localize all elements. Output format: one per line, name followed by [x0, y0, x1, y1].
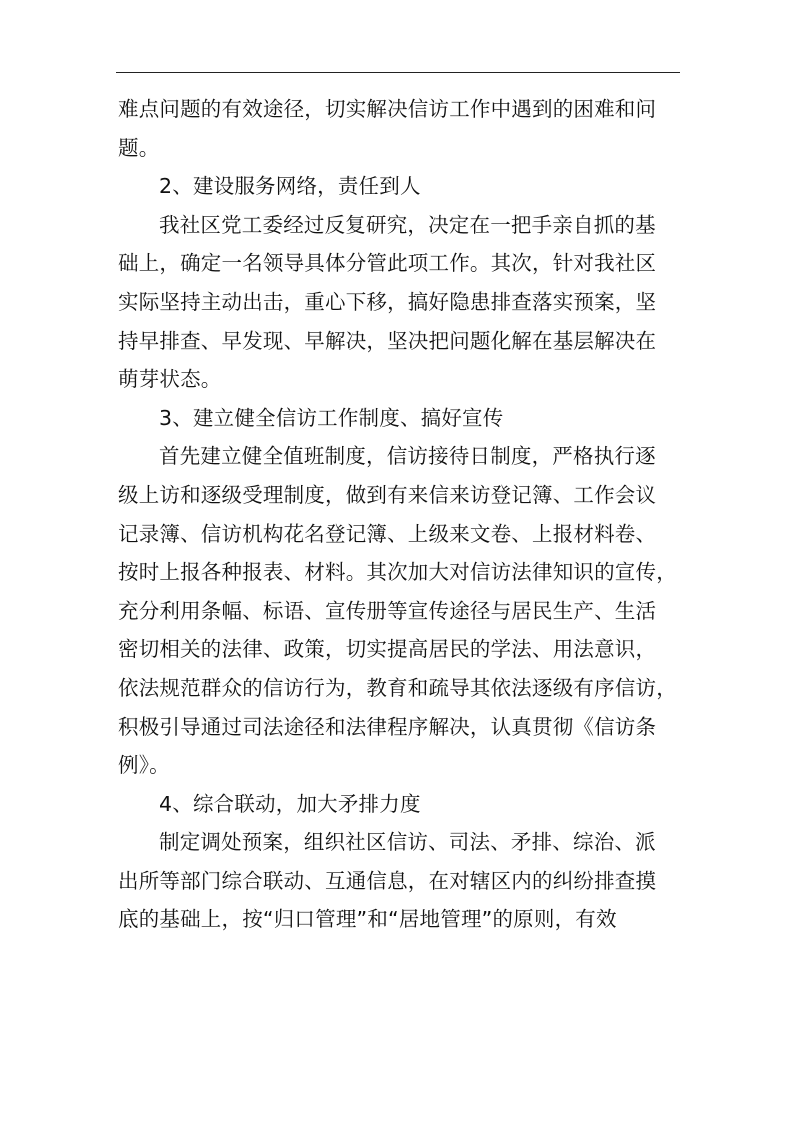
- paragraph-line: 底的基础上，按“归口管理”和“居地管理”的原则，有效: [118, 907, 617, 932]
- paragraph-line: 题。: [118, 135, 160, 160]
- paragraph-line: 例》。: [118, 753, 170, 778]
- paragraph-line: 我社区党工委经过反复研究，决定在一把手亲自抓的基: [159, 212, 656, 237]
- paragraph-line: 按时上报各种报表、材料。其次加大对信访法律知识的宣传，: [118, 560, 677, 585]
- section-heading-4: 4、综合联动，加大矛排力度: [159, 791, 421, 816]
- section-heading-2: 2、建设服务网络，责任到人: [159, 174, 421, 199]
- paragraph-line: 萌芽状态。: [118, 367, 222, 392]
- paragraph-line: 充分利用条幅、标语、宣传册等宣传途径与居民生产、生活: [118, 598, 657, 623]
- paragraph-line: 出所等部门综合联动、互通信息，在对辖区内的纠纷排查摸: [118, 868, 657, 893]
- paragraph-line: 持早排查、早发现、早解决，坚决把问题化解在基层解决在: [118, 328, 657, 353]
- paragraph-line: 依法规范群众的信访行为，教育和疏导其依法逐级有序信访，: [118, 675, 677, 700]
- paragraph-line: 密切相关的法律、政策，切实提高居民的学法、用法意识，: [118, 637, 657, 662]
- header-divider: [116, 72, 680, 73]
- section-heading-3: 3、建立健全信访工作制度、搞好宣传: [159, 405, 504, 430]
- paragraph-line: 积极引导通过司法途径和法律程序解决，认真贯彻《信访条: [118, 714, 657, 739]
- paragraph-line: 实际坚持主动出击，重心下移，搞好隐患排查落实预案，坚: [118, 289, 657, 314]
- paragraph-line: 首先建立健全值班制度，信访接待日制度，严格执行逐: [159, 444, 656, 469]
- paragraph-line: 记录簿、信访机构花名登记簿、上级来文卷、上报材料卷、: [118, 521, 657, 546]
- paragraph-line: 难点问题的有效途径，切实解决信访工作中遇到的困难和问: [118, 97, 657, 121]
- paragraph-line: 制定调处预案，组织社区信访、司法、矛排、综治、派: [159, 830, 656, 855]
- paragraph-line: 级上访和逐级受理制度，做到有来信来访登记簿、工作会议: [118, 482, 657, 507]
- paragraph-line: 础上，确定一名领导具体分管此项工作。其次，针对我社区: [118, 251, 657, 276]
- document-body: [118, 90, 688, 939]
